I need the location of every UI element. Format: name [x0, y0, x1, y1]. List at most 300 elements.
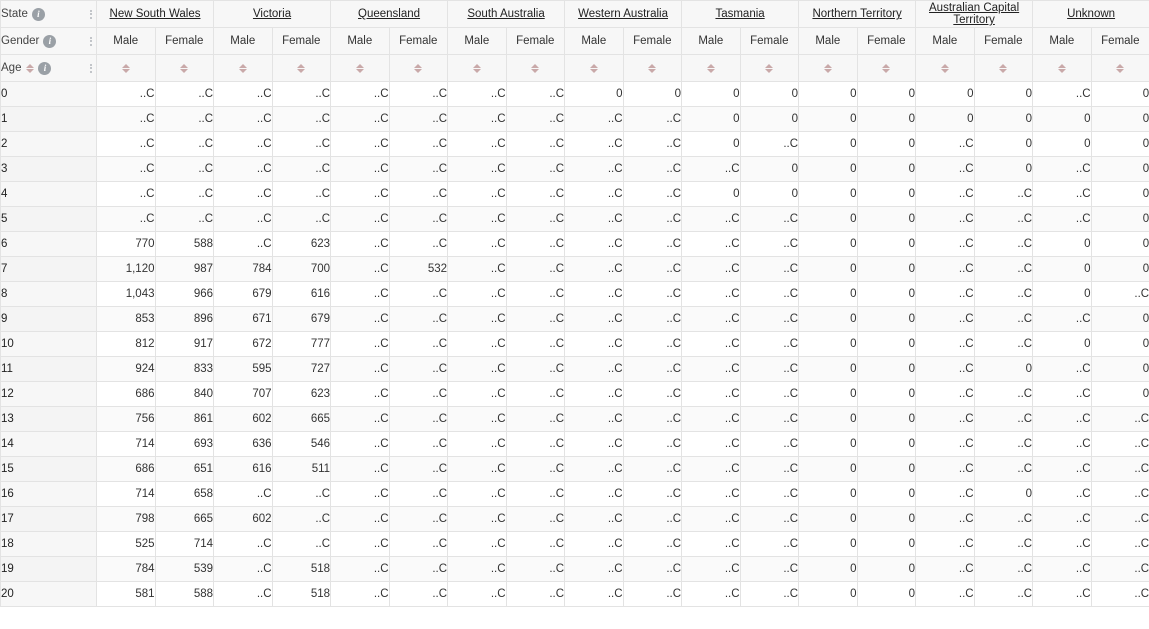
data-cell: ..C [623, 407, 682, 432]
sort-arrows-icon[interactable] [765, 64, 774, 73]
data-cell: ..C [682, 407, 741, 432]
column-sort-control[interactable] [682, 55, 741, 82]
data-cell: ..C [448, 482, 507, 507]
data-cell: ..C [214, 482, 273, 507]
gender-column-header[interactable]: Male [214, 28, 273, 55]
sort-arrows-icon[interactable] [1057, 64, 1066, 73]
data-cell: 0 [857, 157, 916, 182]
data-cell: ..C [740, 457, 799, 482]
data-cell: 0 [1033, 282, 1092, 307]
column-sort-control[interactable] [155, 55, 214, 82]
data-cell: 0 [1091, 132, 1149, 157]
data-cell: ..C [331, 507, 390, 532]
data-cell: ..C [1033, 382, 1092, 407]
data-cell: ..C [740, 357, 799, 382]
more-options-icon[interactable] [86, 10, 96, 19]
data-cell: ..C [448, 157, 507, 182]
data-cell: ..C [916, 557, 975, 582]
sort-arrows-icon[interactable] [589, 64, 598, 73]
data-cell: ..C [272, 532, 331, 557]
data-cell: 0 [1091, 107, 1149, 132]
data-cell: ..C [916, 332, 975, 357]
gender-column-header[interactable]: Female [740, 28, 799, 55]
data-cell: ..C [974, 232, 1033, 257]
data-cell: 966 [155, 282, 214, 307]
data-cell: 0 [1091, 357, 1149, 382]
data-cell: ..C [682, 557, 741, 582]
gender-column-header[interactable]: Female [155, 28, 214, 55]
age-row-header: 0 [1, 82, 97, 107]
sort-arrows-icon[interactable] [648, 64, 657, 73]
column-sort-control[interactable] [740, 55, 799, 82]
data-cell: 0 [857, 257, 916, 282]
info-icon[interactable]: i [43, 35, 56, 48]
state-column-header[interactable] [214, 1, 331, 28]
data-cell: ..C [565, 432, 624, 457]
data-cell: ..C [916, 407, 975, 432]
state-column-header[interactable] [682, 1, 799, 28]
data-cell: 0 [857, 432, 916, 457]
data-cell: ..C [916, 182, 975, 207]
data-cell: 0 [857, 182, 916, 207]
column-sort-control[interactable] [448, 55, 507, 82]
column-sort-control[interactable] [97, 55, 156, 82]
data-cell: ..C [448, 132, 507, 157]
data-cell: 0 [857, 482, 916, 507]
data-cell: ..C [272, 507, 331, 532]
data-cell: ..C [916, 307, 975, 332]
data-cell: 0 [857, 107, 916, 132]
column-sort-control[interactable] [565, 55, 624, 82]
data-cell: 0 [799, 407, 858, 432]
data-cell: ..C [506, 532, 565, 557]
data-cell: ..C [331, 257, 390, 282]
data-cell: 588 [155, 232, 214, 257]
table-row [1, 582, 1149, 607]
data-cell: ..C [331, 407, 390, 432]
table-row [1, 132, 1149, 157]
sort-arrows-icon[interactable] [355, 64, 364, 73]
data-cell: ..C [448, 207, 507, 232]
data-cell: ..C [974, 532, 1033, 557]
data-cell: 0 [799, 457, 858, 482]
column-sort-control[interactable] [799, 55, 858, 82]
data-cell: 727 [272, 357, 331, 382]
data-cell: 693 [155, 432, 214, 457]
data-cell: 0 [916, 82, 975, 107]
data-cell: ..C [623, 182, 682, 207]
table-row [1, 232, 1149, 257]
data-cell: ..C [740, 307, 799, 332]
data-cell: 0 [1091, 307, 1149, 332]
data-cell: ..C [1091, 507, 1149, 532]
column-sort-control[interactable] [214, 55, 273, 82]
data-cell: ..C [623, 332, 682, 357]
data-cell: ..C [1033, 407, 1092, 432]
data-cell: ..C [506, 332, 565, 357]
gender-column-header[interactable]: Female [623, 28, 682, 55]
gender-column-header[interactable]: Female [857, 28, 916, 55]
column-sort-control[interactable] [1091, 55, 1149, 82]
data-cell: ..C [1033, 82, 1092, 107]
data-cell: ..C [389, 207, 448, 232]
data-cell: ..C [623, 557, 682, 582]
more-options-icon[interactable] [86, 64, 96, 73]
state-column-header-label[interactable]: Victoria [252, 8, 292, 20]
data-cell: 0 [974, 82, 1033, 107]
data-cell: ..C [214, 232, 273, 257]
data-cell: ..C [155, 82, 214, 107]
data-cell: ..C [682, 157, 741, 182]
data-cell: ..C [331, 107, 390, 132]
data-cell: ..C [682, 357, 741, 382]
data-cell: ..C [1033, 207, 1092, 232]
data-cell: ..C [623, 282, 682, 307]
data-cell: ..C [448, 457, 507, 482]
data-cell: 0 [1091, 382, 1149, 407]
data-cell: 987 [155, 257, 214, 282]
data-cell: ..C [389, 232, 448, 257]
column-sort-control[interactable] [974, 55, 1033, 82]
gender-column-header[interactable]: Male [916, 28, 975, 55]
data-cell: 651 [155, 457, 214, 482]
state-column-header-label[interactable]: Unknown [1067, 8, 1116, 20]
data-cell: ..C [331, 132, 390, 157]
info-icon[interactable]: i [38, 62, 51, 75]
data-cell: ..C [389, 382, 448, 407]
table-row [1, 432, 1149, 457]
data-cell: ..C [682, 482, 741, 507]
sort-arrows-icon[interactable] [25, 64, 34, 73]
table-row [1, 282, 1149, 307]
data-cell: 0 [1091, 157, 1149, 182]
state-column-header[interactable] [331, 1, 448, 28]
data-cell: 707 [214, 382, 273, 407]
data-cell: 798 [97, 507, 156, 532]
data-cell: ..C [1033, 582, 1092, 607]
data-cell: ..C [389, 457, 448, 482]
data-cell: 0 [857, 357, 916, 382]
sort-arrows-icon[interactable] [472, 64, 481, 73]
data-cell: ..C [389, 132, 448, 157]
data-cell: ..C [448, 257, 507, 282]
data-cell: ..C [1033, 357, 1092, 382]
state-column-header[interactable] [916, 1, 1033, 28]
gender-column-header[interactable]: Male [1033, 28, 1092, 55]
data-cell: ..C [331, 457, 390, 482]
table-header [1, 1, 1149, 82]
info-icon[interactable]: i [32, 8, 45, 21]
data-cell: 770 [97, 232, 156, 257]
data-cell: ..C [272, 132, 331, 157]
data-cell: ..C [682, 532, 741, 557]
table-row [1, 507, 1149, 532]
sort-arrows-icon[interactable] [999, 64, 1008, 73]
data-cell: ..C [682, 307, 741, 332]
data-cell: ..C [623, 232, 682, 257]
data-cell: ..C [682, 507, 741, 532]
state-column-header-label[interactable]: Northern Territory [812, 8, 902, 20]
data-cell: 0 [857, 132, 916, 157]
data-cell: ..C [448, 282, 507, 307]
data-cell: 0 [799, 582, 858, 607]
data-cell: ..C [97, 82, 156, 107]
state-column-header[interactable] [1033, 1, 1149, 28]
gender-column-header[interactable]: Male [565, 28, 624, 55]
age-row-header: 8 [1, 282, 97, 307]
sort-arrows-icon[interactable] [823, 64, 832, 73]
data-cell: 518 [272, 582, 331, 607]
data-cell: 0 [857, 82, 916, 107]
gender-row-label [1, 28, 97, 55]
data-cell: ..C [916, 382, 975, 407]
data-cell: ..C [331, 582, 390, 607]
data-cell: ..C [974, 507, 1033, 532]
data-cell: ..C [1091, 557, 1149, 582]
column-sort-control[interactable] [1033, 55, 1092, 82]
data-cell: ..C [740, 257, 799, 282]
data-cell: 0 [799, 332, 858, 357]
column-sort-control[interactable] [857, 55, 916, 82]
data-cell: ..C [740, 132, 799, 157]
data-cell: ..C [740, 582, 799, 607]
state-column-header[interactable] [799, 1, 916, 28]
data-cell: 532 [389, 257, 448, 282]
age-row-header: 7 [1, 257, 97, 282]
data-cell: ..C [565, 107, 624, 132]
data-cell: ..C [740, 282, 799, 307]
data-cell: 0 [974, 357, 1033, 382]
data-cell: ..C [974, 557, 1033, 582]
sort-arrows-icon[interactable] [1116, 64, 1125, 73]
data-cell: ..C [916, 432, 975, 457]
data-cell: 0 [623, 82, 682, 107]
sort-arrows-icon[interactable] [531, 64, 540, 73]
data-cell: ..C [623, 207, 682, 232]
data-cell: ..C [1033, 482, 1092, 507]
data-cell: 0 [1091, 257, 1149, 282]
gender-column-header[interactable]: Male [331, 28, 390, 55]
data-cell: ..C [916, 132, 975, 157]
data-cell: ..C [506, 407, 565, 432]
data-cell: ..C [974, 257, 1033, 282]
data-cell: ..C [740, 432, 799, 457]
data-cell: ..C [565, 307, 624, 332]
gender-column-header[interactable]: Male [682, 28, 741, 55]
data-cell: ..C [682, 457, 741, 482]
data-cell: ..C [623, 382, 682, 407]
data-cell: ..C [565, 332, 624, 357]
column-sort-control[interactable] [506, 55, 565, 82]
gender-column-header[interactable]: Female [974, 28, 1033, 55]
data-cell: ..C [916, 257, 975, 282]
data-cell: ..C [389, 582, 448, 607]
data-cell: ..C [331, 432, 390, 457]
column-sort-control[interactable] [331, 55, 390, 82]
data-cell: 0 [1091, 82, 1149, 107]
data-cell: 0 [857, 232, 916, 257]
table-row [1, 332, 1149, 357]
data-cell: 546 [272, 432, 331, 457]
data-cell: 777 [272, 332, 331, 357]
data-cell: ..C [155, 207, 214, 232]
sort-arrows-icon[interactable] [180, 64, 189, 73]
age-row-header: 19 [1, 557, 97, 582]
data-cell: 861 [155, 407, 214, 432]
data-cell: ..C [331, 382, 390, 407]
age-row-header: 5 [1, 207, 97, 232]
data-cell: ..C [272, 482, 331, 507]
data-cell: 686 [97, 382, 156, 407]
data-cell: ..C [389, 157, 448, 182]
gender-header-row [1, 28, 1149, 55]
gender-column-header[interactable]: Female [506, 28, 565, 55]
data-cell: ..C [565, 382, 624, 407]
age-row-header: 4 [1, 182, 97, 207]
data-cell: 0 [799, 257, 858, 282]
data-cell: ..C [565, 507, 624, 532]
more-options-icon[interactable] [86, 37, 96, 46]
age-row-header: 20 [1, 582, 97, 607]
data-cell: 0 [682, 107, 741, 132]
sort-arrows-icon[interactable] [414, 64, 423, 73]
gender-column-header[interactable]: Female [1091, 28, 1149, 55]
data-cell: 714 [97, 482, 156, 507]
state-column-header-label[interactable]: South Australia [467, 8, 545, 20]
data-cell: ..C [565, 482, 624, 507]
data-cell: 616 [214, 457, 273, 482]
data-cell: ..C [214, 82, 273, 107]
data-cell: 1,043 [97, 282, 156, 307]
sort-arrows-icon[interactable] [121, 64, 130, 73]
data-cell: ..C [740, 532, 799, 557]
data-cell: ..C [331, 82, 390, 107]
data-cell: ..C [565, 132, 624, 157]
data-cell: ..C [565, 207, 624, 232]
data-cell: ..C [155, 107, 214, 132]
data-cell: ..C [331, 282, 390, 307]
data-cell: ..C [506, 382, 565, 407]
data-cell: 0 [799, 432, 858, 457]
gender-column-header[interactable]: Male [97, 28, 156, 55]
data-cell: 0 [799, 107, 858, 132]
data-cell: ..C [214, 132, 273, 157]
gender-column-header[interactable]: Male [799, 28, 858, 55]
data-cell: ..C [389, 332, 448, 357]
data-cell: ..C [331, 232, 390, 257]
gender-column-header[interactable]: Female [272, 28, 331, 55]
data-cell: 0 [799, 357, 858, 382]
data-cell: 0 [740, 82, 799, 107]
data-cell: ..C [155, 157, 214, 182]
state-column-header-label[interactable]: Western Australia [578, 8, 669, 20]
age-row-header: 6 [1, 232, 97, 257]
sort-arrows-icon[interactable] [882, 64, 891, 73]
data-cell: ..C [155, 132, 214, 157]
state-column-header[interactable] [565, 1, 682, 28]
data-cell: 0 [857, 457, 916, 482]
data-cell: ..C [214, 107, 273, 132]
data-cell: 0 [857, 307, 916, 332]
data-cell: 0 [857, 582, 916, 607]
data-cell: ..C [506, 507, 565, 532]
data-cell: ..C [1091, 532, 1149, 557]
data-cell: 1,120 [97, 257, 156, 282]
data-cell: ..C [565, 257, 624, 282]
sort-arrows-icon[interactable] [706, 64, 715, 73]
column-sort-control[interactable] [623, 55, 682, 82]
state-column-header-label[interactable]: Tasmania [715, 8, 765, 20]
data-cell: ..C [916, 357, 975, 382]
state-column-header-label[interactable]: Australian Capital Territory [929, 2, 1020, 26]
data-cell: ..C [448, 507, 507, 532]
state-column-header-label[interactable]: Queensland [358, 8, 421, 20]
data-cell: ..C [1033, 557, 1092, 582]
gender-column-header[interactable]: Female [389, 28, 448, 55]
data-cell: 0 [565, 82, 624, 107]
data-cell: 679 [272, 307, 331, 332]
age-row-header: 14 [1, 432, 97, 457]
data-cell: ..C [565, 282, 624, 307]
age-row-header: 13 [1, 407, 97, 432]
age-row-header: 11 [1, 357, 97, 382]
data-cell: ..C [97, 132, 156, 157]
data-cell: 0 [799, 157, 858, 182]
column-sort-control[interactable] [916, 55, 975, 82]
data-cell: ..C [1033, 182, 1092, 207]
age-row-header: 3 [1, 157, 97, 182]
data-cell: ..C [448, 182, 507, 207]
data-cell: ..C [623, 532, 682, 557]
data-cell: 525 [97, 532, 156, 557]
data-cell: ..C [97, 157, 156, 182]
column-sort-control[interactable] [389, 55, 448, 82]
data-cell: 0 [916, 107, 975, 132]
data-cell: 0 [1091, 182, 1149, 207]
table-body [1, 82, 1149, 607]
data-cell: 602 [214, 507, 273, 532]
data-cell: 658 [155, 482, 214, 507]
table-row [1, 407, 1149, 432]
table-row [1, 557, 1149, 582]
table-row [1, 382, 1149, 407]
data-cell: ..C [1091, 282, 1149, 307]
data-cell: ..C [506, 432, 565, 457]
state-column-header[interactable] [448, 1, 565, 28]
data-cell: 0 [974, 157, 1033, 182]
state-column-header-label[interactable]: New South Wales [109, 8, 201, 20]
state-column-header[interactable] [97, 1, 214, 28]
data-cell: ..C [974, 432, 1033, 457]
data-cell: 0 [857, 532, 916, 557]
gender-column-header[interactable]: Male [448, 28, 507, 55]
data-cell: ..C [389, 282, 448, 307]
column-sort-control[interactable] [272, 55, 331, 82]
data-cell: ..C [448, 357, 507, 382]
data-cell: ..C [916, 457, 975, 482]
data-cell: ..C [565, 182, 624, 207]
sort-arrows-icon[interactable] [940, 64, 949, 73]
sort-arrows-icon[interactable] [297, 64, 306, 73]
data-cell: ..C [974, 407, 1033, 432]
sort-arrows-icon[interactable] [238, 64, 247, 73]
data-cell: 0 [1033, 132, 1092, 157]
data-cell: 665 [155, 507, 214, 532]
data-cell: ..C [506, 132, 565, 157]
data-cell: ..C [682, 207, 741, 232]
data-cell: ..C [740, 232, 799, 257]
data-cell: 833 [155, 357, 214, 382]
